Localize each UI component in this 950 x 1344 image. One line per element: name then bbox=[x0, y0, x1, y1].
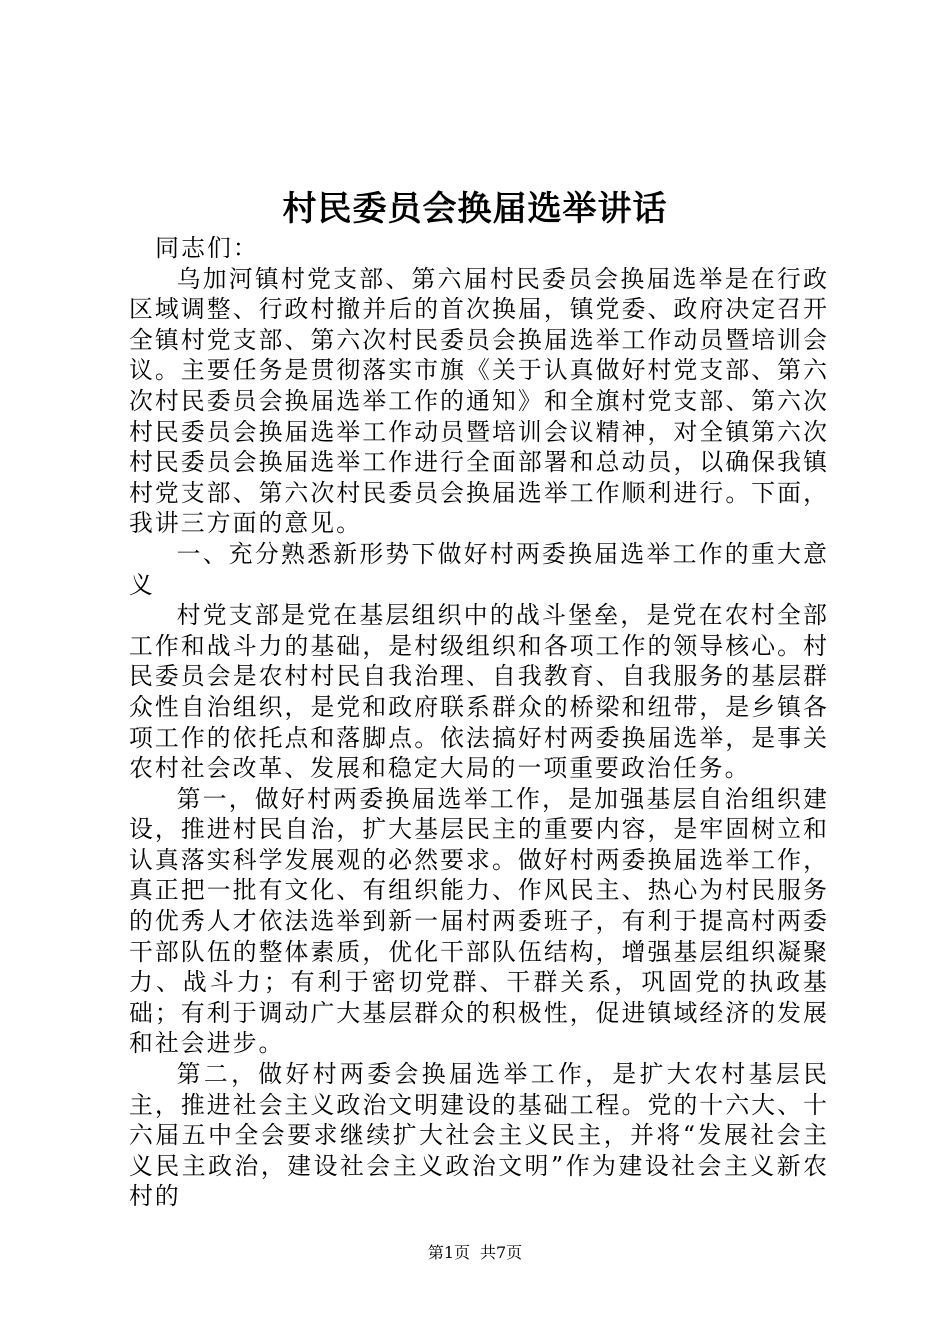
paragraph-first-point: 第一，做好村两委换届选举工作，是加强基层自治组织建设，推进村民自治，扩大基层民主的重要内容，是牢固树立和认真落实科学发展观的必然要求。做好村两委换届选举工作，真正把一批有文化、有组织能力、作风民主、热心为村民服务的优秀人才依法选举到新一届村两委班子，有利于提高村两委干部队伍的整体素质，优化干部队伍结构，增强基层组织凝聚力、战斗力；有利于密切党群、干群关系，巩固党的执政基础；有利于调动广大基层群众的积极性，促进镇域经济的发展和社会进步。 bbox=[129, 784, 829, 1058]
page-footer bbox=[0, 1242, 950, 1264]
paragraph-intro: 乌加河镇村党支部、第六届村民委员会换届选举是在行政区域调整、行政村撤并后的首次换届，镇党委、政府决定召开全镇村党支部、第六次村民委员会换届选举工作动员暨培训会议。主要任务是贯彻落实市旗《关于认真做好村党支部、第六次村民委员会换届选举工作的通知》和全旗村党支部、第六次村民委员会换届选举工作动员暨培训会议精神，对全镇第六次村民委员会换届选举工作进行全面部署和总动员，以确保我镇村党支部、第六次村民委员会换届选举工作顺利进行。下面，我讲三方面的意见。 bbox=[129, 264, 829, 538]
salutation: 同志们： bbox=[155, 234, 259, 262]
page-total: 共7页 bbox=[480, 1243, 523, 1262]
paragraph-second-point: 第二，做好村两委会换届选举工作，是扩大农村基层民主，推进社会主义政治文明建设的基础工程。党的十六大、十六届五中全会要求继续扩大社会主义民主，并将“发展社会主义民主政治，建设社会主义政治文明”作为建设社会主义新农村的 bbox=[129, 1060, 829, 1211]
paragraph-significance: 村党支部是党在基层组织中的战斗堡垒，是党在农村全部工作和战斗力的基础，是村级组织和各项工作的领导核心。村民委员会是农村村民自我治理、自我教育、自我服务的基层群众性自治组织，是党和政府联系群众的桥梁和纽带，是乡镇各项工作的依托点和落脚点。依法搞好村两委换届选举，是事关农村社会改革、发展和稳定大局的一项重要政治任务。 bbox=[129, 601, 829, 783]
document-title: 村民委员会换届选举讲话 bbox=[282, 189, 668, 229]
section-heading: 一、充分熟悉新形势下做好村两委换届选举工作的重大意义 bbox=[129, 539, 829, 599]
page-number: 第1页 bbox=[427, 1243, 470, 1262]
document-body bbox=[129, 233, 829, 1212]
